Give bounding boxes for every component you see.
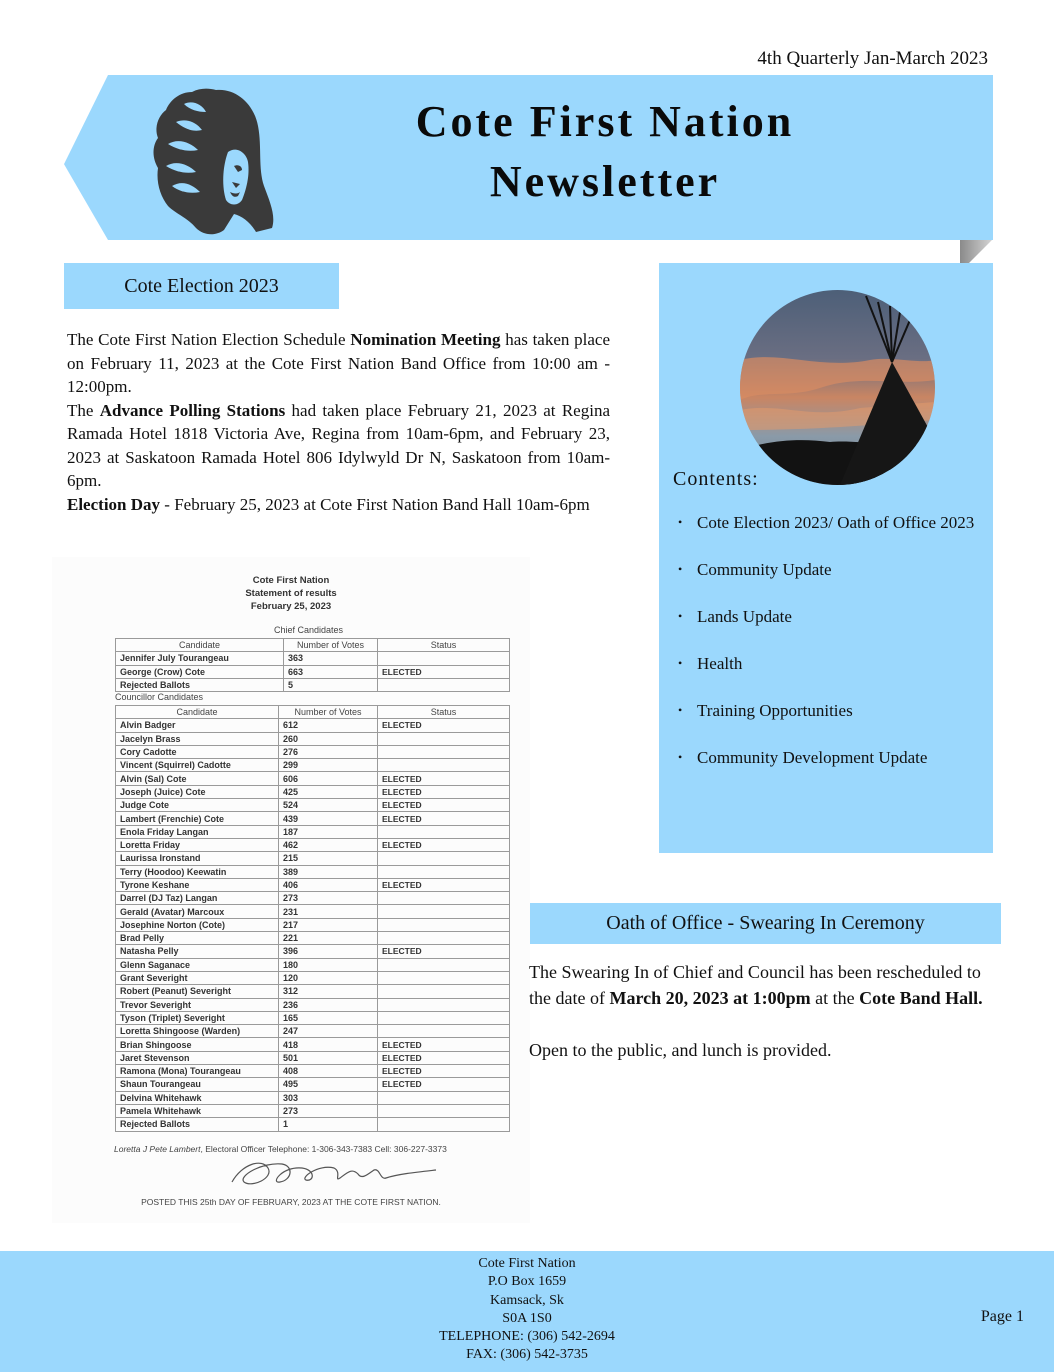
contents-title: Contents: <box>673 468 759 490</box>
status-cell <box>378 1011 510 1024</box>
votes-cell: 260 <box>279 732 378 745</box>
votes-cell: 276 <box>279 745 378 758</box>
votes-cell: 418 <box>279 1038 378 1051</box>
table-row <box>116 745 510 758</box>
votes-cell: 221 <box>279 932 378 945</box>
status-cell: ELECTED <box>378 1078 510 1091</box>
candidate-cell: Tyson (Triplet) Severight <box>116 1011 279 1024</box>
status-cell: ELECTED <box>378 665 510 678</box>
contents-item: • Lands Update <box>678 605 984 629</box>
chief-candidates-caption: Chief Candidates <box>274 625 344 635</box>
table-row <box>116 852 510 865</box>
status-cell <box>378 918 510 931</box>
votes-cell: 406 <box>279 878 378 891</box>
status-cell: ELECTED <box>378 1065 510 1078</box>
contents-item: • Community Update <box>678 558 984 582</box>
votes-cell: 247 <box>279 1025 378 1038</box>
candidate-cell: Trevor Severight <box>116 998 279 1011</box>
candidate-cell: Loretta Friday <box>116 838 279 851</box>
status-cell <box>378 971 510 984</box>
votes-cell: 215 <box>279 852 378 865</box>
status-cell <box>378 732 510 745</box>
oath-schedule-paragraph: The Swearing In of Chief and Council has been rescheduled to the date of March 20, 2023 at 1:00pm at the Cote Band Hall. <box>529 962 983 1008</box>
table-row <box>116 945 510 958</box>
status-cell <box>378 1025 510 1038</box>
contents-item: • Training Opportunities <box>678 699 984 723</box>
table-row <box>116 1065 510 1078</box>
table-row <box>116 892 510 905</box>
table-row <box>116 865 510 878</box>
oath-public-paragraph: Open to the public, and lunch is provided. <box>529 1040 832 1060</box>
candidate-cell: Shaun Tourangeau <box>116 1078 279 1091</box>
votes-cell: 273 <box>279 892 378 905</box>
teepee-sunset-photo-icon <box>740 290 935 485</box>
candidate-cell: Delvina Whitehawk <box>116 1091 279 1104</box>
votes-cell: 425 <box>279 785 378 798</box>
chief-results-table: Candidate Number of Votes Status Jennifer July Tourangeau 363 George (Crow) Cote 663 ELECTED Rejected Ballots 5 <box>115 638 510 692</box>
table-row <box>116 799 510 812</box>
oath-section-heading: Oath of Office - Swearing In Ceremony <box>530 903 1001 944</box>
candidate-cell: Josephine Norton (Cote) <box>116 918 279 931</box>
votes-cell: 236 <box>279 998 378 1011</box>
candidate-cell: Alvin Badger <box>116 719 279 732</box>
status-cell <box>378 1118 510 1131</box>
status-cell <box>378 745 510 758</box>
votes-cell: 217 <box>279 918 378 931</box>
status-cell: ELECTED <box>378 1038 510 1051</box>
table-row <box>116 1038 510 1051</box>
oath-body <box>529 959 999 1063</box>
candidate-cell: Cory Cadotte <box>116 745 279 758</box>
votes-cell: 396 <box>279 945 378 958</box>
table-row <box>116 719 510 732</box>
votes-cell: 606 <box>279 772 378 785</box>
candidate-cell: Robert (Peanut) Severight <box>116 985 279 998</box>
candidate-cell: Brad Pelly <box>116 932 279 945</box>
status-cell <box>378 652 510 665</box>
candidate-cell: Rejected Ballots <box>116 678 284 691</box>
statement-of-results-scan <box>52 557 530 1223</box>
candidate-cell: Jacelyn Brass <box>116 732 279 745</box>
councillor-candidates-caption: Councillor Candidates <box>115 692 204 702</box>
candidate-cell: Laurissa Ironstand <box>116 852 279 865</box>
table-row <box>116 812 510 825</box>
status-cell <box>378 892 510 905</box>
candidate-cell: Jaret Stevenson <box>116 1051 279 1064</box>
table-row <box>116 785 510 798</box>
issue-label: 4th Quarterly Jan-March 2023 <box>757 48 988 69</box>
candidate-cell: Loretta Shingoose (Warden) <box>116 1025 279 1038</box>
title-line-2: Newsletter <box>489 157 721 206</box>
contents-item: • Cote Election 2023/ Oath of Office 2023 <box>678 511 984 535</box>
candidate-cell: Alvin (Sal) Cote <box>116 772 279 785</box>
status-cell <box>378 932 510 945</box>
votes-cell: 165 <box>279 1011 378 1024</box>
candidate-cell: Terry (Hoodoo) Keewatin <box>116 865 279 878</box>
footer-address: Cote First Nation P.O Box 1659 Kamsack, Sk S0A 1S0 TELEPHONE: (306) 542-2694 FAX: (306) 542-3735 <box>439 1256 615 1363</box>
newsletter-title <box>330 92 880 212</box>
status-cell <box>378 825 510 838</box>
status-cell: ELECTED <box>378 719 510 732</box>
advance-polling-paragraph: The Advance Polling Stations had taken place February 21, 2023 at Regina Ramada Hotel 1818 Victoria Ave, Regina from 10am-6pm, and February 23, 2023 at Saskatoon Ramada Hotel 806 Idylwyld Dr N, Saskatoon from 10am-6pm. <box>67 400 610 490</box>
candidate-cell: Judge Cote <box>116 799 279 812</box>
table-row <box>116 918 510 931</box>
votes-cell: 408 <box>279 1065 378 1078</box>
election-day-paragraph: Election Day - February 25, 2023 at Cote First Nation Band Hall 10am-6pm <box>67 494 590 514</box>
candidate-cell: Pamela Whitehawk <box>116 1104 279 1117</box>
table-row <box>116 1091 510 1104</box>
candidate-cell: Lambert (Frenchie) Cote <box>116 812 279 825</box>
status-cell: ELECTED <box>378 799 510 812</box>
status-cell: ELECTED <box>378 878 510 891</box>
nomination-paragraph: The Cote First Nation Election Schedule Nomination Meeting has taken place on February 11, 2023 at the Cote First Nation Band Office from 10:00 am - 12:00pm. <box>67 330 610 396</box>
election-body <box>67 328 610 516</box>
votes-cell: 120 <box>279 971 378 984</box>
status-cell <box>378 958 510 971</box>
table-row <box>116 1051 510 1064</box>
table-row <box>116 1078 510 1091</box>
votes-cell: 462 <box>279 838 378 851</box>
votes-cell: 231 <box>279 905 378 918</box>
candidate-cell: Darrel (DJ Taz) Langan <box>116 892 279 905</box>
posted-notice: POSTED THIS 25th DAY OF FEBRUARY, 2023 AT THE COTE FIRST NATION. <box>141 1197 441 1207</box>
votes-cell: 363 <box>284 652 378 665</box>
table-row <box>116 878 510 891</box>
votes-cell: 187 <box>279 825 378 838</box>
status-cell <box>378 865 510 878</box>
status-cell <box>378 1091 510 1104</box>
status-cell: ELECTED <box>378 838 510 851</box>
status-cell <box>378 905 510 918</box>
table-row <box>116 838 510 851</box>
status-cell: ELECTED <box>378 772 510 785</box>
votes-cell: 299 <box>279 759 378 772</box>
table-row <box>116 1011 510 1024</box>
votes-cell: 612 <box>279 719 378 732</box>
status-cell: ELECTED <box>378 1051 510 1064</box>
status-cell <box>378 852 510 865</box>
table-row <box>116 1025 510 1038</box>
candidate-cell: Brian Shingoose <box>116 1038 279 1051</box>
candidate-cell: Joseph (Juice) Cote <box>116 785 279 798</box>
councillor-results-table: Candidate Number of Votes Status Alvin Badger 612 ELECTED Jacelyn Brass 260 Cory Cadotte 276 Vincent (Squirrel) Cadotte 299 Alvin (Sal) Cote 606 ELECTED Joseph (Juice) Cote 425 ELECTED Judge Cote 524 ELECTED Lambert (Frenchie) Cote 439 ELECTED Enola Friday Langan 187 Loretta Friday 462 ELECTED Laurissa Ironstand 215 Terry (Hoodoo) Keewatin 389 Tyrone Keshane 406 ELECTED Darrel (DJ Taz) Langan 273 Gerald (Avatar) Marcoux 231 Josephine Norton (Cote) 217 Brad Pelly 221 Natasha Pelly 396 ELECTED Glenn Saganace 180 Grant Severight 120 Robert (Peanut) Severight 312 Trevor Severight 236 Tyson (Triplet) Severight 165 Loretta Shingoose (Warden) 247 Brian Shingoose 418 ELECTED Jaret Stevenson 501 ELECTED Ramona (Mona) Tourangeau 408 ELECTED Shaun Tourangeau 495 ELECTED Delvina Whitehawk 303 Pamela Whitehawk 273 Rejected Ballots 1 <box>115 705 510 1132</box>
table-row <box>116 732 510 745</box>
table-row <box>116 652 510 665</box>
candidate-cell: Vincent (Squirrel) Cadotte <box>116 759 279 772</box>
table-row <box>116 985 510 998</box>
status-cell: ELECTED <box>378 785 510 798</box>
status-cell <box>378 678 510 691</box>
title-line-1: Cote First Nation <box>415 97 795 146</box>
candidate-cell: Tyrone Keshane <box>116 878 279 891</box>
election-section-heading: Cote Election 2023 <box>64 263 339 309</box>
votes-cell: 439 <box>279 812 378 825</box>
votes-cell: 1 <box>279 1118 378 1131</box>
table-row <box>116 772 510 785</box>
candidate-cell: Ramona (Mona) Tourangeau <box>116 1065 279 1078</box>
candidate-cell: Glenn Saganace <box>116 958 279 971</box>
contents-sidebar <box>659 263 993 853</box>
votes-cell: 495 <box>279 1078 378 1091</box>
candidate-cell: Natasha Pelly <box>116 945 279 958</box>
votes-cell: 663 <box>284 665 378 678</box>
status-cell: ELECTED <box>378 945 510 958</box>
electoral-officer-line: Loretta J Pete Lambert, Electoral Officer Telephone: 1-306-343-7383 Cell: 306-227-3373 <box>114 1144 447 1154</box>
candidate-cell: Rejected Ballots <box>116 1118 279 1131</box>
contents-item: • Community Development Update <box>678 746 984 770</box>
status-cell <box>378 998 510 1011</box>
candidate-cell: Grant Severight <box>116 971 279 984</box>
candidate-cell: Jennifer July Tourangeau <box>116 652 284 665</box>
votes-cell: 273 <box>279 1104 378 1117</box>
status-cell <box>378 759 510 772</box>
contents-list <box>678 511 984 793</box>
votes-cell: 180 <box>279 958 378 971</box>
table-row <box>116 971 510 984</box>
status-cell: ELECTED <box>378 812 510 825</box>
votes-cell: 5 <box>284 678 378 691</box>
votes-cell: 312 <box>279 985 378 998</box>
signature-icon <box>222 1154 442 1190</box>
table-row <box>116 825 510 838</box>
footer <box>0 1251 1054 1372</box>
votes-cell: 524 <box>279 799 378 812</box>
votes-cell: 389 <box>279 865 378 878</box>
candidate-cell: Gerald (Avatar) Marcoux <box>116 905 279 918</box>
chief-headdress-logo-icon <box>146 82 282 238</box>
votes-cell: 303 <box>279 1091 378 1104</box>
table-row <box>116 665 510 678</box>
table-row <box>116 1104 510 1117</box>
status-cell <box>378 1104 510 1117</box>
page-number: Page 1 <box>980 1308 1024 1325</box>
candidate-cell: George (Crow) Cote <box>116 665 284 678</box>
table-row <box>116 678 510 691</box>
table-row <box>116 932 510 945</box>
table-row <box>116 998 510 1011</box>
table-row <box>116 905 510 918</box>
table-row <box>116 958 510 971</box>
candidate-cell: Enola Friday Langan <box>116 825 279 838</box>
table-row <box>116 759 510 772</box>
contents-item: • Health <box>678 652 984 676</box>
table-row <box>116 1118 510 1131</box>
votes-cell: 501 <box>279 1051 378 1064</box>
status-cell <box>378 985 510 998</box>
results-heading: Cote First Nation Statement of results February 25, 2023 <box>245 575 337 612</box>
